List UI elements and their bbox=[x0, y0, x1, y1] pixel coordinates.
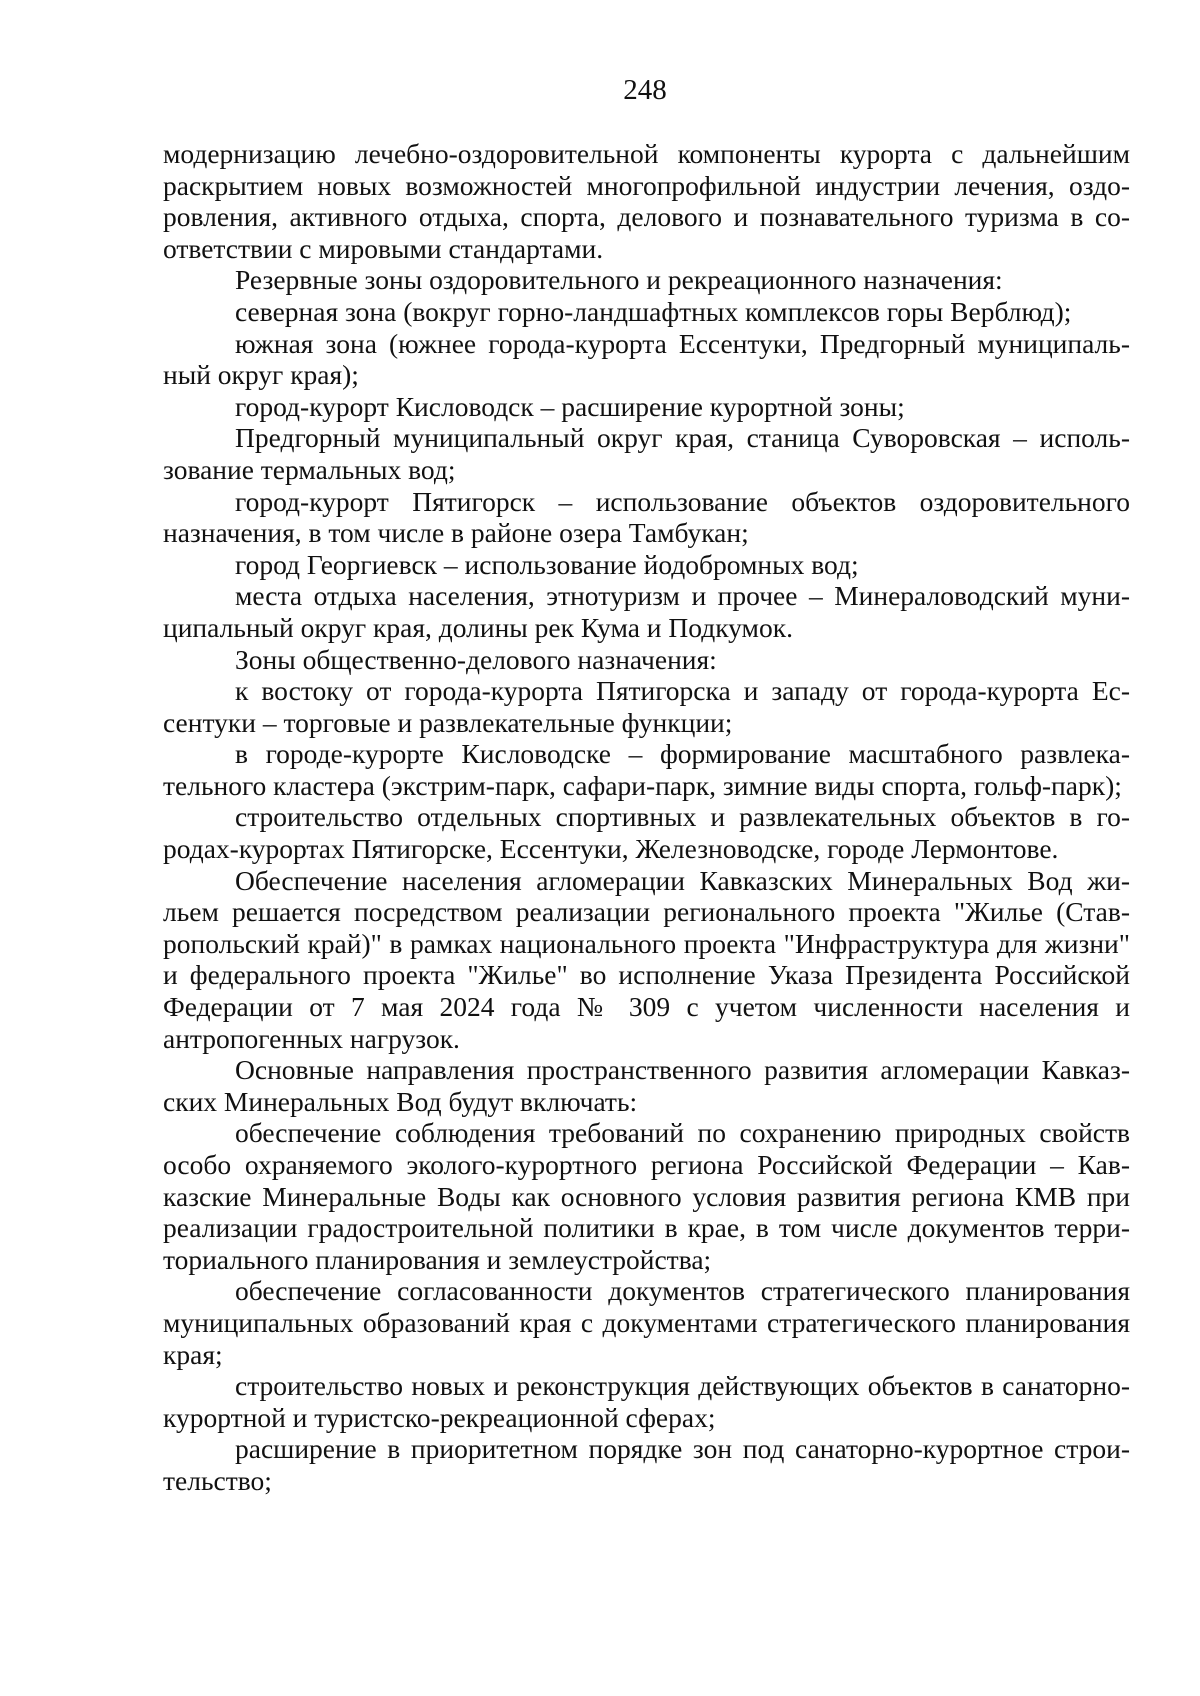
paragraph: строительство новых и реконструкция действующих объектов в санаторно-курортной и туристско-рекреационной сферах; bbox=[163, 1370, 1130, 1433]
paragraph: строительство отдельных спортивных и развлекательных объектов в городах-курортах Пятигорске, Ессентуки, Железноводске, городе Лермонтове. bbox=[163, 801, 1130, 865]
page-number: 248 bbox=[623, 74, 667, 106]
paragraph: город-курорт Пятигорск – использование объектов оздоровительного назначения, в том числе в районе озера Тамбукан; bbox=[163, 485, 1130, 549]
paragraph: город-курорт Кисловодск – расширение курортной зоны; bbox=[235, 390, 905, 422]
paragraph: Предгорный муниципальный округ края, станица Суворовская – использование термальных вод; bbox=[163, 422, 1130, 485]
paragraph: Резервные зоны оздоровительного и рекреационного назначения: bbox=[235, 264, 1003, 296]
paragraph: северная зона (вокруг горно-ландшафтных комплексов горы Верблюд); bbox=[235, 295, 1072, 327]
paragraph: к востоку от города-курорта Пятигорска и западу от города-курорта Ессентуки – торговые и развлекательные функции; bbox=[163, 675, 1130, 738]
paragraph: обеспечение соблюдения требований по сохранению природных свойств особо охраняемого эколого-курортного региона Российской Федерации – Кавказские Минеральные Воды как основного условия развития региона КМВ при реализации градостроительной политики в крае, в том числе документов территориального планирования и землеустройства; bbox=[163, 1117, 1130, 1275]
paragraph: Обеспечение населения агломерации Кавказских Минеральных Вод жильем решается посредством реализации регионального проекта "Жилье (Ставропольский край)" в рамках национального проекта "Инфраструктура для жизни" и федерального проекта "Жилье" во исполнение Указа Президента Российской Федерации от 7 мая 2024 года № 309 с учетом численности населения и антропогенных нагрузок. bbox=[163, 864, 1130, 1054]
paragraph: места отдыха населения, этнотуризм и прочее – Минераловодский муниципальный округ края, долины рек Кума и Подкумок. bbox=[163, 580, 1130, 643]
paragraph: город Георгиевск – использование йодобромных вод; bbox=[235, 548, 859, 580]
paragraph: модернизацию лечебно-оздоровительной компоненты курорта с дальнейшим раскрытием новых возможностей многопрофильной индустрии лечения, оздоровления, активного отдыха, спорта, делового и познавательного туризма в соответствии с мировыми стандартами. bbox=[163, 138, 1130, 264]
document-body bbox=[163, 138, 1130, 1497]
paragraph: в городе-курорте Кисловодске – формирование масштабного развлекательного кластера (экстрим-парк, сафари-парк, зимние виды спорта, гольф-парк); bbox=[163, 738, 1130, 801]
paragraph: южная зона (южнее города-курорта Ессентуки, Предгорный муниципальный округ края); bbox=[163, 327, 1130, 391]
paragraph: Зоны общественно-делового назначения: bbox=[235, 643, 717, 675]
paragraph: Основные направления пространственного развития агломерации Кавказских Минеральных Вод будут включать: bbox=[163, 1054, 1130, 1117]
paragraph: обеспечение согласованности документов стратегического планирования муниципальных образований края с документами стратегического планирования края; bbox=[163, 1275, 1130, 1370]
paragraph: расширение в приоритетном порядке зон под санаторно-курортное строительство; bbox=[163, 1433, 1130, 1496]
